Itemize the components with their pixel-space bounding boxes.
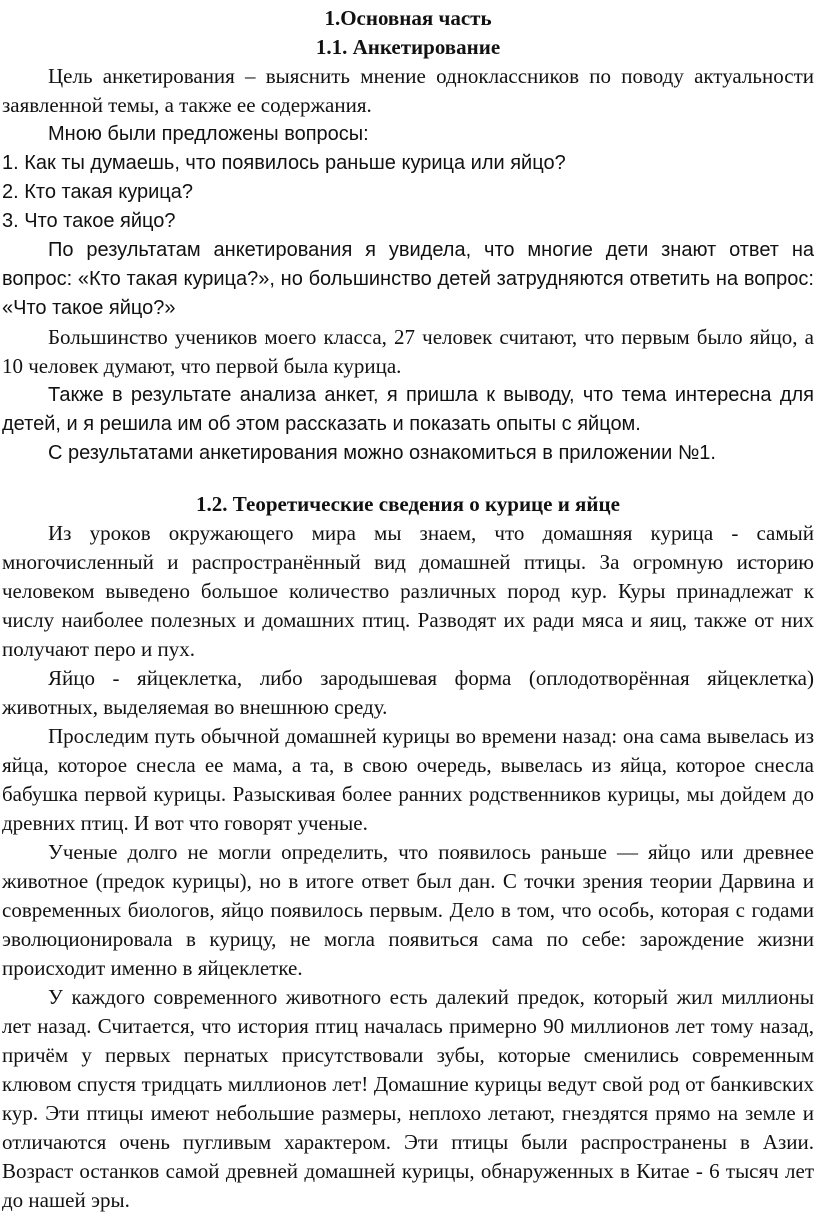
majority-opinion-paragraph: Большинство учеников моего класса, 27 человек считают, что первым было яйцо, а 10 человек думают, что первой была курица.	[2, 325, 814, 378]
theory-paragraph: У каждого современного животного есть далекий предок, который жил миллионы лет назад. Считается, что история птиц началась примерно 90 миллионов лет тому назад, причём у первых пернатых присутствовали зубы, которые сменились современным клювом спустя тридцать миллионов лет! Домашние курицы ведут свой род от банкивских кур. Эти птицы имеют небольшие размеры, неплохо летают, гнездятся прямо на земле и отличаются очень пугливым характером. Эти птицы были распространены в Азии. Возраст останков самой древней домашней курицы, обнаруженных в Китае - 6 тысяч лет до нашей эры.	[2, 985, 814, 1212]
section-survey-title: 1.1. Анкетирование	[315, 35, 501, 59]
questions-intro: Мною были предложены вопросы:	[48, 123, 369, 145]
section-theory-title: 1.2. Теоретические сведения о курице и яйце	[196, 492, 620, 516]
conclusion-paragraph: Также в результате анализа анкет, я пришла к выводу, что тема интересна для детей, и я решила им об этом рассказать и показать опыты с яйцом.	[2, 384, 814, 435]
question-item: 1. Как ты думаешь, что появилось раньше курица или яйцо?	[2, 152, 566, 174]
section-spacer	[2, 468, 814, 490]
theory-paragraph: Яйцо - яйцеклетка, либо зародышевая форма (оплодотворённая яйцеклетка) животных, выделяемая во внешнюю среду.	[2, 666, 814, 719]
question-item: 2. Кто такая курица?	[2, 181, 194, 203]
theory-paragraph: Проследим путь обычной домашней курицы во времени назад: она сама вывелась из яйца, которое снесла ее мама, а та, в свою очередь, вывелась из яйца, которое снесла бабушка первой курицы. Разыскивая более ранних родственников курицы, мы дойдем до древних птиц. И вот что говорят ученые.	[2, 724, 814, 835]
questions-list	[2, 149, 814, 236]
appendix-note: С результатами анкетирования можно ознакомиться в приложении №1.	[48, 442, 716, 464]
theory-paragraph: Из уроков окружающего мира мы знаем, что домашняя курица - самый многочисленный и распространённый вид домашней птицы. За огромную историю человеком выведено большое количество различных пород кур. Куры принадлежат к числу наиболее полезных и домашних птиц. Разводят их ради мяса и яиц, также от них получают перо и пух.	[2, 521, 814, 661]
question-item: 3. Что такое яйцо?	[2, 210, 176, 232]
survey-results-paragraph: По результатам анкетирования я увидела, что многие дети знают ответ на вопрос: «Кто такая курица?», но большинство детей затрудняются ответить на вопрос: «Что такое яйцо?»	[2, 239, 814, 319]
theory-paragraph: Ученые долго не могли определить, что появилось раньше — яйцо или древнее животное (предок курицы), но в итоге ответ был дан. С точки зрения теории Дарвина и современных биологов, яйцо появилось первым. Дело в том, что особь, которая с годами эволюционировала в курицу, не могла появиться сама по себе: зарождение жизни происходит именно в яйцеклетке.	[2, 840, 814, 980]
survey-goal-paragraph: Цель анкетирования – выяснить мнение одноклассников по поводу актуальности заявленной темы, а также ее содержания.	[2, 64, 814, 117]
section-main-title: 1.Основная часть	[324, 6, 492, 30]
